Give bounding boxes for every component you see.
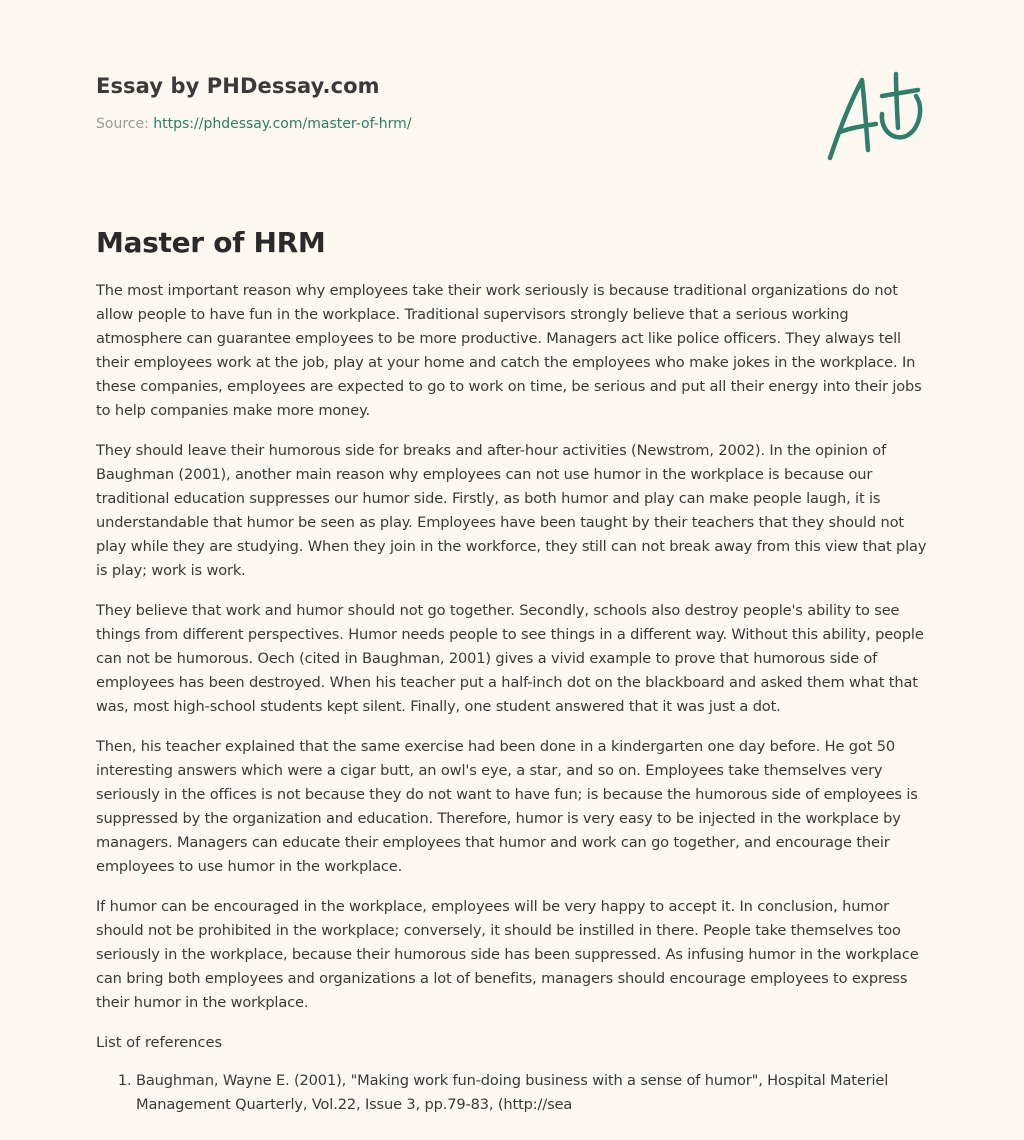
- essay-content: [96, 226, 930, 1117]
- essay-title: Master of HRM: [96, 226, 326, 259]
- a-plus-logo-icon: [822, 66, 932, 166]
- source-line: [96, 116, 928, 132]
- essay-paragraph: The most important reason why employees take their work seriously is because traditional organizations do not allow people to have fun in the workplace. Traditional supervisors strongly believe that a serious working atmosphere can guarantee employees to be more productive. Managers act like police officers. They always tell their employees work at the job, play at your home and catch the employees who make jokes in the workplace. In these companies, employees are expected to go to work on time, be serious and put all their energy into their jobs to help companies make more money.: [96, 282, 922, 419]
- essay-paragraph: They should leave their humorous side for breaks and after-hour activities (Newstrom, 2002). In the opinion of Baughman (2001), another main reason why employees can not use humor in the workplace is because our traditional education suppresses our humor side. Firstly, as both humor and play can make people laugh, it is understandable that humor be seen as play. Employees have been taught by their teachers that they should not play while they are studying. When they join in the workforce, they still can not break away from this view that play is play; work is work.: [96, 442, 927, 579]
- page-header: [96, 74, 928, 132]
- reference-item: 1. Baughman, Wayne E. (2001), "Making work fun-doing business with a sense of humor", Hospital Materiel Management Quarterly, Vol.22, Issue 3, pp.79-83, (http://sea: [136, 1069, 930, 1117]
- essay-paragraph: They believe that work and humor should not go together. Secondly, schools also destroy people's ability to see things from different perspectives. Humor needs people to see things in a different way. Without this ability, people can not be humorous. Oech (cited in Baughman, 2001) gives a vivid example to prove that humorous side of employees has been destroyed. When his teacher put a half-inch dot on the blackboard and asked them what that was, most high-school students kept silent. Finally, one student answered that it was just a dot.: [96, 602, 924, 715]
- references-list: [96, 1069, 930, 1117]
- references-heading: List of references: [96, 1034, 223, 1051]
- essay-paragraph: Then, his teacher explained that the same exercise had been done in a kindergarten one day before. He got 50 interesting answers which were a cigar butt, an owl's eye, a star, and so on. Employees take themselves very seriously in the offices is not because they do not want to have fun; is because the humorous side of employees is suppressed by the organization and education. Therefore, humor is very easy to be injected in the workplace by managers. Managers can educate their employees that humor and work can go together, and encourage their employees to use humor in the workplace.: [96, 738, 918, 875]
- source-label: Source:: [96, 116, 149, 132]
- source-link[interactable]: https://phdessay.com/master-of-hrm/: [153, 116, 412, 132]
- essay-paragraph: If humor can be encouraged in the workplace, employees will be very happy to accept it. In conclusion, humor should not be prohibited in the workplace; conversely, it should be instilled in there. People take themselves too seriously in the workplace, because their humorous side has been suppressed. As infusing humor in the workplace can bring both employees and organizations a lot of benefits, managers should encourage employees to express their humor in the workplace.: [96, 898, 919, 1011]
- site-title: Essay by PHDessay.com: [96, 74, 380, 98]
